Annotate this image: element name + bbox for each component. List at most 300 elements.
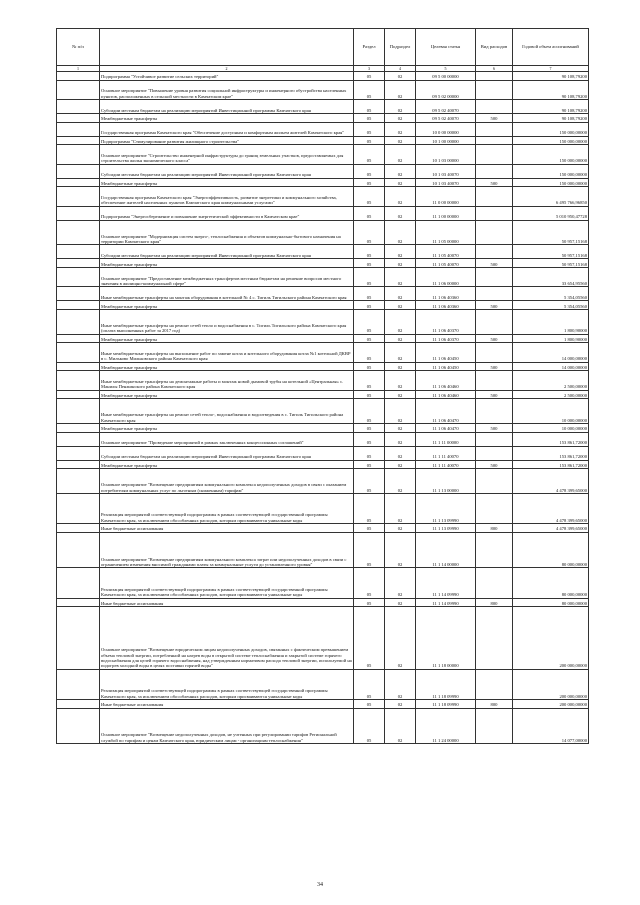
row-section: 05 <box>354 371 385 390</box>
row-number <box>57 607 100 670</box>
row-exp-type <box>476 309 513 334</box>
table-row <box>57 80 589 99</box>
row-amount: 6 495 766,96850 <box>513 187 589 206</box>
row-number <box>57 287 100 301</box>
table-row <box>57 371 589 390</box>
row-amount: 14 000,00000 <box>513 343 589 362</box>
row-section: 05 <box>354 72 385 81</box>
header-amount: Годовой объем ассигнований <box>513 29 589 66</box>
row-name: Межбюджетные трансферты <box>100 301 354 310</box>
row-subsection: 02 <box>385 424 416 433</box>
row-subsection: 02 <box>385 178 416 187</box>
row-section: 05 <box>354 287 385 301</box>
row-number <box>57 494 100 524</box>
row-number <box>57 301 100 310</box>
row-subsection: 02 <box>385 669 416 699</box>
row-amount: 150 000,00000 <box>513 178 589 187</box>
row-target: 11 1 05 40070 <box>416 245 476 259</box>
row-amount: 33 654,95560 <box>513 267 589 286</box>
row-section: 05 <box>354 267 385 286</box>
row-subsection: 02 <box>385 568 416 598</box>
row-target: 11 1 06 40360 <box>416 287 476 301</box>
row-subsection: 02 <box>385 362 416 371</box>
row-exp-type <box>476 80 513 99</box>
row-target: 09 5 02 40070 <box>416 99 476 113</box>
row-amount: 4 478 399,65000 <box>513 524 589 533</box>
table-row <box>57 259 589 268</box>
row-amount: 90 108,79200 <box>513 99 589 113</box>
row-section: 05 <box>354 164 385 178</box>
row-exp-type <box>476 371 513 390</box>
row-exp-type: 500 <box>476 334 513 343</box>
row-exp-type <box>476 220 513 245</box>
row-target: 11 1 05 00000 <box>416 220 476 245</box>
row-number <box>57 700 100 709</box>
row-subsection: 02 <box>385 245 416 259</box>
row-number <box>57 267 100 286</box>
row-exp-type <box>476 99 513 113</box>
row-number <box>57 446 100 460</box>
row-section: 05 <box>354 432 385 446</box>
table-row <box>57 607 589 670</box>
row-amount: 153 861,72000 <box>513 460 589 469</box>
row-name: Государственная программа Камчатского края "Обеспечение доступным и комфортным жильем жителей Камчатского края" <box>100 122 354 136</box>
row-section: 05 <box>354 245 385 259</box>
row-subsection: 02 <box>385 267 416 286</box>
row-amount: 14 077,00000 <box>513 708 589 744</box>
row-target: 11 1 11 00000 <box>416 432 476 446</box>
row-section: 05 <box>354 334 385 343</box>
row-exp-type <box>476 136 513 145</box>
row-section: 05 <box>354 598 385 607</box>
row-number <box>57 524 100 533</box>
row-number <box>57 532 100 568</box>
row-amount: 200 000,00000 <box>513 607 589 670</box>
row-subsection: 02 <box>385 432 416 446</box>
row-name: Иные межбюджетные трансферты на монтаж оборудования в котельной № 4 с. Тигиль Тигильского района Камчатского края <box>100 287 354 301</box>
table-row <box>57 343 589 362</box>
row-name: Иные бюджетные ассигнования <box>100 700 354 709</box>
table-row <box>57 220 589 245</box>
row-name: Основное мероприятие "Предоставление межбюджетных трансфертов местным бюджетам на решение вопросов местного значения в жилищно-коммунальной сфере" <box>100 267 354 286</box>
row-section: 05 <box>354 343 385 362</box>
row-number <box>57 80 100 99</box>
row-exp-type: 500 <box>476 113 513 122</box>
row-amount: 150 000,00000 <box>513 136 589 145</box>
row-name: Межбюджетные трансферты <box>100 178 354 187</box>
row-target: 11 1 06 40460 <box>416 371 476 390</box>
column-index: 2 <box>100 66 354 72</box>
row-exp-type <box>476 343 513 362</box>
row-section: 05 <box>354 532 385 568</box>
row-target: 11 1 18 09990 <box>416 700 476 709</box>
row-subsection: 02 <box>385 113 416 122</box>
row-section: 05 <box>354 708 385 744</box>
row-exp-type: 500 <box>476 362 513 371</box>
table-row <box>57 424 589 433</box>
table-row <box>57 460 589 469</box>
row-exp-type: 500 <box>476 424 513 433</box>
row-target: 11 1 14 09990 <box>416 568 476 598</box>
row-exp-type <box>476 267 513 286</box>
row-amount: 80 000,00000 <box>513 598 589 607</box>
row-subsection: 02 <box>385 532 416 568</box>
row-target: 11 1 06 40470 <box>416 424 476 433</box>
header-target: Целевая статья <box>416 29 476 66</box>
table-row <box>57 390 589 399</box>
table-row <box>57 700 589 709</box>
row-name: Основное мероприятие "Возмещение предприятиям коммунального комплекса недополученных доходов в связи с оказанием потребителям коммунальных услуг по льготным (сниженным) тарифам" <box>100 469 354 494</box>
row-subsection: 02 <box>385 390 416 399</box>
row-exp-type <box>476 164 513 178</box>
table-row <box>57 334 589 343</box>
row-exp-type <box>476 532 513 568</box>
table-row <box>57 187 589 206</box>
row-name: Межбюджетные трансферты <box>100 362 354 371</box>
row-section: 05 <box>354 460 385 469</box>
row-exp-type: 800 <box>476 700 513 709</box>
table-row <box>57 301 589 310</box>
row-target: 10 1 00 00000 <box>416 136 476 145</box>
row-subsection: 02 <box>385 309 416 334</box>
row-amount: 90 108,79200 <box>513 113 589 122</box>
row-number <box>57 399 100 424</box>
row-section: 05 <box>354 700 385 709</box>
table-row <box>57 245 589 259</box>
row-amount: 50 957,15168 <box>513 220 589 245</box>
row-target: 11 1 06 40450 <box>416 362 476 371</box>
row-subsection: 02 <box>385 708 416 744</box>
row-exp-type <box>476 607 513 670</box>
row-amount: 10 000,00000 <box>513 424 589 433</box>
row-subsection: 02 <box>385 301 416 310</box>
row-target: 11 1 14 00000 <box>416 532 476 568</box>
row-exp-type <box>476 187 513 206</box>
row-section: 05 <box>354 607 385 670</box>
row-number <box>57 113 100 122</box>
row-exp-type: 500 <box>476 390 513 399</box>
row-exp-type <box>476 206 513 220</box>
row-amount: 80 000,00000 <box>513 568 589 598</box>
row-target: 11 1 06 40450 <box>416 343 476 362</box>
row-exp-type <box>476 494 513 524</box>
row-exp-type: 500 <box>476 259 513 268</box>
column-index: 4 <box>385 66 416 72</box>
row-target: 11 1 18 09990 <box>416 669 476 699</box>
row-amount: 153 861,72000 <box>513 446 589 460</box>
row-target: 11 1 24 00000 <box>416 708 476 744</box>
row-number <box>57 669 100 699</box>
table-body <box>57 72 589 744</box>
column-index: 3 <box>354 66 385 72</box>
row-exp-type: 800 <box>476 598 513 607</box>
row-subsection: 02 <box>385 460 416 469</box>
row-amount: 200 000,00000 <box>513 700 589 709</box>
table-row <box>57 532 589 568</box>
row-target: 11 1 00 00000 <box>416 206 476 220</box>
row-name: Основное мероприятие "Строительство инженерной инфраструктуры до границ земельных участков, предоставляемых для строительства жилья экономического класса" <box>100 145 354 164</box>
row-exp-type <box>476 287 513 301</box>
row-section: 05 <box>354 301 385 310</box>
row-name: Основное мероприятие "Возмещение недополученных доходов, не учтенных при регулировании тарифов Региональной службой по тарифам и ценам Камчатского края, юридическим лицам - организациям теплоснабжения" <box>100 708 354 744</box>
table-row <box>57 267 589 286</box>
row-target: 11 1 06 40370 <box>416 334 476 343</box>
table-row <box>57 136 589 145</box>
column-index: 6 <box>476 66 513 72</box>
row-name: Основное мероприятие "Модернизация систем энерго-, теплоснабжения и объектов коммунально-бытового назначения на территории Камчатского края" <box>100 220 354 245</box>
row-target: 11 1 06 40370 <box>416 309 476 334</box>
row-subsection: 02 <box>385 72 416 81</box>
header-subsection: Подраздел <box>385 29 416 66</box>
row-target: 11 1 13 09990 <box>416 524 476 533</box>
header-name <box>100 29 354 66</box>
row-amount: 5 354,05560 <box>513 287 589 301</box>
row-number <box>57 145 100 164</box>
row-section: 05 <box>354 113 385 122</box>
row-amount: 90 108,79200 <box>513 72 589 81</box>
header-num: № п/п <box>57 29 100 66</box>
row-name: Основное мероприятие "Проведение мероприятий в рамках заключенных концессионных соглашений" <box>100 432 354 446</box>
row-section: 05 <box>354 390 385 399</box>
row-subsection: 02 <box>385 206 416 220</box>
row-subsection: 02 <box>385 220 416 245</box>
row-name: Межбюджетные трансферты <box>100 113 354 122</box>
row-amount: 1 800,90000 <box>513 334 589 343</box>
row-subsection: 02 <box>385 187 416 206</box>
row-name: Субсидии местным бюджетам на реализацию мероприятий Инвестиционной программы Камчатского края <box>100 245 354 259</box>
row-amount: 10 000,00000 <box>513 399 589 424</box>
row-name: Иные межбюджетные трансферты на ремонт сетей тепло-, водоснабжения и водоотведения в с. Тигиль Тигильского района Камчатского края <box>100 399 354 424</box>
row-number <box>57 390 100 399</box>
row-section: 05 <box>354 309 385 334</box>
row-target: 09 5 02 40070 <box>416 113 476 122</box>
row-target: 11 1 13 00000 <box>416 469 476 494</box>
row-section: 05 <box>354 136 385 145</box>
row-target: 09 5 02 00000 <box>416 80 476 99</box>
row-subsection: 02 <box>385 145 416 164</box>
row-exp-type: 500 <box>476 178 513 187</box>
row-number <box>57 259 100 268</box>
row-exp-type <box>476 446 513 460</box>
column-index: 5 <box>416 66 476 72</box>
row-subsection: 02 <box>385 164 416 178</box>
row-section: 05 <box>354 669 385 699</box>
row-target: 11 0 00 00000 <box>416 187 476 206</box>
row-name: Подпрограмма "Энергосбережение и повышение энергетической эффективности в Камчатском крае" <box>100 206 354 220</box>
row-target: 11 1 18 00000 <box>416 607 476 670</box>
row-amount: 2 500,00000 <box>513 371 589 390</box>
row-number <box>57 99 100 113</box>
row-section: 05 <box>354 187 385 206</box>
row-name: Межбюджетные трансферты <box>100 334 354 343</box>
row-exp-type <box>476 399 513 424</box>
row-name: Реализация мероприятий соответствующей подпрограммы в рамках соответствующей государственной программы Камчатского края, за исключением обособленных расходов, которым присваиваются уникальные коды <box>100 669 354 699</box>
row-exp-type: 800 <box>476 524 513 533</box>
table-header <box>57 29 589 72</box>
row-subsection: 02 <box>385 136 416 145</box>
budget-allocation-table <box>56 28 589 744</box>
table-row <box>57 99 589 113</box>
row-name: Основное мероприятие "Повышение уровня развития социальной инфраструктуры и инженерного обустройства населенных пунктов, расположенных в сельской местности в Камчатском крае" <box>100 80 354 99</box>
row-number <box>57 432 100 446</box>
row-subsection: 02 <box>385 343 416 362</box>
row-amount: 1 800,90000 <box>513 309 589 334</box>
row-number <box>57 362 100 371</box>
row-number <box>57 220 100 245</box>
table-row <box>57 669 589 699</box>
row-section: 05 <box>354 362 385 371</box>
row-name: Субсидии местным бюджетам на реализацию мероприятий Инвестиционной программы Камчатского края <box>100 99 354 113</box>
header-exp-type: Вид расходов <box>476 29 513 66</box>
row-target: 10 1 03 40070 <box>416 164 476 178</box>
table-row <box>57 598 589 607</box>
page-number: 34 <box>317 882 323 888</box>
row-subsection: 02 <box>385 399 416 424</box>
row-target: 11 1 06 00000 <box>416 267 476 286</box>
row-name: Реализация мероприятий соответствующей подпрограммы в рамках соответствующей государственной программы Камчатского края, за исключением обособленных расходов, которым присваиваются уникальные коды <box>100 494 354 524</box>
row-section: 05 <box>354 145 385 164</box>
table-row <box>57 178 589 187</box>
row-subsection: 02 <box>385 99 416 113</box>
row-exp-type <box>476 708 513 744</box>
row-section: 05 <box>354 220 385 245</box>
row-name: Подпрограмма "Стимулирование развития жилищного строительства" <box>100 136 354 145</box>
row-section: 05 <box>354 446 385 460</box>
table-row <box>57 362 589 371</box>
row-number <box>57 206 100 220</box>
row-subsection: 02 <box>385 287 416 301</box>
row-subsection: 02 <box>385 122 416 136</box>
row-target: 10 1 03 40070 <box>416 178 476 187</box>
row-target: 11 1 11 40070 <box>416 446 476 460</box>
row-exp-type: 500 <box>476 460 513 469</box>
table-row <box>57 446 589 460</box>
table-row <box>57 399 589 424</box>
row-number <box>57 72 100 81</box>
table-row <box>57 568 589 598</box>
row-exp-type <box>476 568 513 598</box>
table-row <box>57 708 589 744</box>
row-exp-type <box>476 145 513 164</box>
row-exp-type <box>476 72 513 81</box>
column-index: 1 <box>57 66 100 72</box>
row-name: Иные межбюджетные трансферты на выполнение работ по замене котла и котельного оборудования котла №1 котельной ДКВР в с. Мильково Мильковского района Камчатского края <box>100 343 354 362</box>
row-exp-type <box>476 469 513 494</box>
row-target: 09 5 00 00000 <box>416 72 476 81</box>
row-target: 10 1 03 00000 <box>416 145 476 164</box>
row-target: 10 0 00 00000 <box>416 122 476 136</box>
table-row <box>57 309 589 334</box>
row-subsection: 02 <box>385 607 416 670</box>
row-amount: 4 478 399,65000 <box>513 494 589 524</box>
row-target: 11 1 06 40460 <box>416 390 476 399</box>
row-amount: 5 010 950,47728 <box>513 206 589 220</box>
row-number <box>57 178 100 187</box>
table-row <box>57 469 589 494</box>
row-section: 05 <box>354 524 385 533</box>
row-section: 05 <box>354 99 385 113</box>
row-exp-type <box>476 245 513 259</box>
row-name: Межбюджетные трансферты <box>100 424 354 433</box>
row-name: Межбюджетные трансферты <box>100 390 354 399</box>
row-amount: 90 108,79200 <box>513 80 589 99</box>
row-name: Иные межбюджетные трансферты на ремонт сетей тепло и водоснабжения в с. Тигиль Тигильского района Камчатского края (оплата выполненных работ за 2017 год) <box>100 309 354 334</box>
row-section: 05 <box>354 178 385 187</box>
row-section: 05 <box>354 424 385 433</box>
row-target: 11 1 05 40070 <box>416 259 476 268</box>
row-name: Реализация мероприятий соответствующей подпрограммы в рамках соответствующей государственной программы Камчатского края, за исключением обособленных расходов, которым присваиваются уникальные коды <box>100 568 354 598</box>
row-name: Иные бюджетные ассигнования <box>100 598 354 607</box>
table-row <box>57 145 589 164</box>
row-name: Межбюджетные трансферты <box>100 460 354 469</box>
row-amount: 150 000,00000 <box>513 145 589 164</box>
row-exp-type <box>476 432 513 446</box>
row-subsection: 02 <box>385 598 416 607</box>
row-amount: 80 000,00000 <box>513 532 589 568</box>
row-exp-type: 500 <box>476 301 513 310</box>
row-target: 11 1 06 40470 <box>416 399 476 424</box>
table-row <box>57 113 589 122</box>
row-number <box>57 371 100 390</box>
table-row <box>57 72 589 81</box>
row-subsection: 02 <box>385 80 416 99</box>
row-name: Субсидии местным бюджетам на реализацию мероприятий Инвестиционной программы Камчатского края <box>100 446 354 460</box>
row-amount: 200 000,00000 <box>513 669 589 699</box>
table-row <box>57 287 589 301</box>
row-number <box>57 343 100 362</box>
row-subsection: 02 <box>385 371 416 390</box>
row-target: 11 1 14 09990 <box>416 598 476 607</box>
row-section: 05 <box>354 494 385 524</box>
row-name: Субсидии местным бюджетам на реализацию мероприятий Инвестиционной программы Камчатского края <box>100 164 354 178</box>
row-subsection: 02 <box>385 334 416 343</box>
row-amount: 14 000,00000 <box>513 362 589 371</box>
row-amount: 150 000,00000 <box>513 164 589 178</box>
column-index: 7 <box>513 66 589 72</box>
row-amount: 5 354,05560 <box>513 301 589 310</box>
row-name: Основное мероприятие "Возмещение юридическим лицам недополученных доходов, связанных с фактическим превышением объема тепловой энергии, потребленной на нагрев воды в открытой системе теплоснабжения и закрытой системе горячего водоснабжения для целей горячего водоснабжения, над утвержденным нормативом расхода тепловой энергии, используемой на подогрев холодной воды в целях поставки горячей воды" <box>100 607 354 670</box>
row-number <box>57 598 100 607</box>
table-row <box>57 164 589 178</box>
row-subsection: 02 <box>385 700 416 709</box>
row-amount: 50 957,15168 <box>513 259 589 268</box>
row-subsection: 02 <box>385 524 416 533</box>
row-section: 05 <box>354 80 385 99</box>
row-section: 05 <box>354 568 385 598</box>
row-amount: 50 957,15168 <box>513 245 589 259</box>
row-number <box>57 245 100 259</box>
row-amount: 150 000,00000 <box>513 122 589 136</box>
table-row <box>57 524 589 533</box>
row-subsection: 02 <box>385 494 416 524</box>
row-number <box>57 309 100 334</box>
row-number <box>57 136 100 145</box>
row-name: Иные бюджетные ассигнования <box>100 524 354 533</box>
row-number <box>57 164 100 178</box>
row-subsection: 02 <box>385 259 416 268</box>
row-name: Иные межбюджетные трансферты на демонтажные работы и монтаж новой дымовой трубы на котельной «Центральная» с. Манилы Пенжинского района Камчатского края <box>100 371 354 390</box>
table-row <box>57 494 589 524</box>
row-amount: 2 500,00000 <box>513 390 589 399</box>
row-target: 11 1 06 40360 <box>416 301 476 310</box>
row-exp-type <box>476 122 513 136</box>
row-section: 05 <box>354 206 385 220</box>
row-subsection: 02 <box>385 469 416 494</box>
row-name: Межбюджетные трансферты <box>100 259 354 268</box>
table-row <box>57 206 589 220</box>
table-row <box>57 432 589 446</box>
row-name: Государственная программа Камчатского края "Энергоэффективность, развитие энергетики и коммунального хозяйства, обеспечение жителей населенных пунктов Камчатского края коммунальными услугами" <box>100 187 354 206</box>
